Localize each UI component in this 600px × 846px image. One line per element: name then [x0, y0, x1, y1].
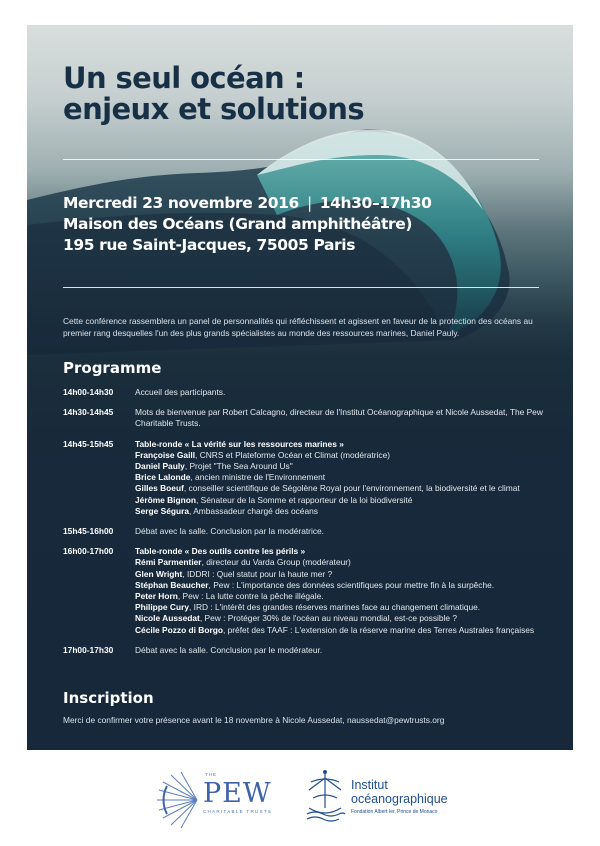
programme-line	[135, 495, 553, 506]
programme-line-bold: Serge Ségura	[135, 505, 189, 516]
programme-line-bold: Philippe Cury	[135, 602, 189, 613]
programme-item	[63, 645, 553, 656]
programme-line	[135, 387, 553, 398]
programme-time: 14h00-14h30	[63, 387, 114, 397]
pew-the: THE	[205, 772, 217, 777]
divider-bottom	[63, 287, 539, 288]
programme-line-text: , IRD : L'intérêt des grandes réserves marines face au changement climatique.	[188, 602, 481, 613]
programme-line-text: Mots de bienvenue par Robert Calcagno, directeur de l'Institut Océanographique et Nicole Aussedat, The Pew Charitable Trusts.	[135, 407, 543, 429]
institut-line1: Institut	[351, 778, 388, 792]
programme-line-bold: Daniel Pauly	[135, 461, 185, 472]
programme-line	[135, 461, 553, 472]
event-poster	[27, 25, 573, 750]
institut-emblem-icon	[303, 768, 347, 824]
programme-line-bold: Stéphan Beaucher	[135, 579, 209, 590]
programme-line-bold: Brice Lalonde	[135, 472, 191, 483]
programme-line	[135, 472, 553, 483]
programme-line-text: , Sénateur de la Somme et rapporteur de la loi biodiversité	[195, 494, 413, 505]
programme-line-text: , préfet des TAAF : L'extension de la réserve marine des Terres Australes françaises	[222, 624, 535, 635]
programme-line-text: Accueil des participants.	[135, 387, 226, 397]
programme-line-text: , directeur du Varda Group (modérateur)	[201, 557, 351, 568]
programme-heading: Programme	[63, 359, 162, 377]
programme-item	[63, 387, 553, 398]
event-time: 14h30–17h30	[319, 194, 432, 212]
separator: |	[306, 194, 312, 212]
programme-description	[135, 546, 553, 636]
programme-item	[63, 546, 553, 636]
programme-line-bold: Jérôme Bignon	[135, 494, 196, 505]
title-line-2: enjeux et solutions	[63, 92, 365, 126]
programme-description	[135, 645, 553, 656]
programme-line-text: , Pew : La lutte contre la pêche illégale.	[177, 591, 324, 602]
programme-line	[135, 483, 553, 494]
programme-item	[63, 439, 553, 517]
programme-line-bold: Gilles Boeuf	[135, 483, 184, 494]
programme-line	[135, 569, 553, 580]
programme-description	[135, 526, 553, 537]
programme-line-bold: Nicole Aussedat	[135, 613, 200, 624]
programme-time: 16h00-17h00	[63, 546, 114, 557]
programme-list	[63, 387, 553, 665]
programme-line-text: , IDDRI : Quel statut pour la haute mer ?	[182, 568, 333, 579]
programme-line-text: , Ambassadeur chargé des océans	[189, 505, 318, 516]
programme-time: 14h30-14h45	[63, 407, 114, 418]
programme-line	[135, 407, 553, 429]
intro-text: Cette conférence rassemblera un panel de personnalités qui réfléchissent et agissent en faveur de la protection des océans au premier rang desquelles l'un des plus grands spécialistes au monde des ressources marines, Daniel Pauly.	[63, 316, 533, 338]
institut-logo	[303, 768, 463, 828]
programme-time: 14h45-15h45	[63, 438, 114, 449]
programme-description	[135, 439, 553, 517]
programme-line-text: , ancien ministre de l'Environnement	[190, 472, 326, 483]
event-address: 195 rue Saint-Jacques, 75005 Paris	[63, 236, 356, 254]
programme-description	[135, 407, 553, 429]
programme-line	[135, 591, 553, 602]
pew-logo	[153, 770, 288, 830]
programme-line	[135, 625, 553, 636]
programme-line-text: , CNRS et Plateforme Océan et Climat (modératrice)	[195, 449, 391, 460]
institut-line3: Fondation Albert Ier, Prince de Monaco	[351, 809, 438, 815]
programme-line	[135, 580, 553, 591]
programme-line-bold: Peter Horn	[135, 591, 178, 602]
programme-line	[135, 526, 553, 537]
event-date-line	[63, 193, 431, 214]
programme-line-bold: Françoise Gaill	[135, 449, 196, 460]
programme-line	[135, 557, 553, 568]
programme-line-bold: Cécile Pozzo di Borgo	[135, 624, 223, 635]
programme-line	[135, 439, 553, 450]
programme-line-text: , Pew : L'importance des données scientifiques pour mettre fin à la surpêche.	[208, 579, 495, 590]
event-date: Mercredi 23 novembre 2016	[63, 194, 299, 212]
programme-description	[135, 387, 553, 398]
divider-top	[63, 159, 539, 160]
programme-line-text: , Projet "The Sea Around Us"	[184, 461, 293, 472]
event-venue: Maison des Océans (Grand amphithéâtre)	[63, 215, 413, 233]
programme-time: 15h45-16h00	[63, 526, 114, 537]
programme-line	[135, 506, 553, 517]
programme-line	[135, 613, 553, 624]
programme-line	[135, 546, 553, 557]
logo-footer	[0, 760, 600, 846]
programme-line-text: Débat avec la salle. Conclusion par la modératrice.	[135, 526, 324, 537]
programme-line-bold: Glen Wright	[135, 568, 183, 579]
page-title	[63, 63, 364, 125]
pew-name: PEW	[203, 778, 272, 809]
programme-line-bold: Table-ronde « Des outils contre les périls »	[135, 546, 306, 557]
inscription-heading: Inscription	[63, 689, 154, 707]
pew-sunburst-icon	[153, 770, 203, 830]
title-line-1: Un seul océan :	[63, 61, 305, 95]
programme-time: 17h00-17h30	[63, 644, 114, 655]
programme-line-bold: Table-ronde « La vérité sur les ressources marines »	[135, 438, 344, 449]
pew-subtitle: CHARITABLE TRUSTS	[203, 809, 273, 814]
programme-line	[135, 602, 553, 613]
programme-item	[63, 526, 553, 537]
institut-line2: océanographique	[351, 792, 448, 806]
programme-line-bold: Rémi Parmentier	[135, 557, 202, 568]
programme-line-text: Débat avec la salle. Conclusion par le modérateur.	[135, 644, 323, 655]
inscription-text: Merci de confirmer votre présence avant le 18 novembre à Nicole Aussedat, naussedat@pewtrusts.org	[63, 715, 445, 725]
programme-line	[135, 645, 553, 656]
programme-line	[135, 450, 553, 461]
event-info	[63, 193, 431, 256]
programme-line-text: , conseiller scientifique de Ségolène Royal pour l'environnement, la biodiversité et le climat	[183, 483, 520, 494]
programme-item	[63, 407, 553, 429]
programme-line-text: , Pew : Protéger 30% de l'océan au niveau mondial, est-ce possible ?	[199, 613, 458, 624]
